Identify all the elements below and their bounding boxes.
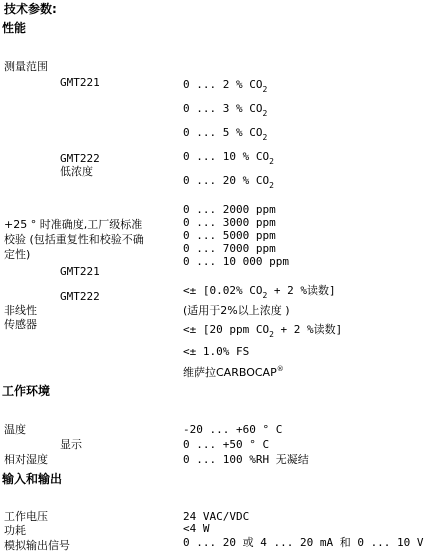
co2-subscript: 2 bbox=[269, 157, 274, 166]
section-heading-io: 输入和输出 bbox=[2, 472, 63, 486]
co2-subscript: 2 bbox=[262, 85, 268, 94]
measurement-range-label: 测量范围 bbox=[4, 60, 48, 73]
accuracy-label-line: 定性) bbox=[4, 248, 31, 261]
accuracy-spec-pre: <± [0.02% CO bbox=[183, 284, 263, 297]
co2-subscript: 2 bbox=[262, 291, 268, 300]
accuracy-spec bbox=[183, 285, 336, 298]
accuracy-value: 0 ... 5000 ppm bbox=[183, 229, 276, 242]
co2-subscript: 2 bbox=[262, 133, 268, 142]
co2-label: CO bbox=[249, 126, 263, 139]
accuracy-value: 0 ... 3000 ppm bbox=[183, 216, 276, 229]
co2-label: CO bbox=[255, 150, 270, 163]
co2-subscript: 2 bbox=[269, 181, 274, 190]
range-number: 0 ... 3 % bbox=[183, 102, 243, 115]
range-value bbox=[183, 151, 274, 164]
accuracy-value: 0 ... 2000 ppm bbox=[183, 203, 276, 216]
temperature-value: -20 ... +60 ° C bbox=[183, 423, 283, 436]
sensor-label: 传感器 bbox=[4, 318, 37, 331]
accuracy-label-line: +25 ° 时准确度,工厂级标准 bbox=[4, 218, 143, 231]
display-label: 显示 bbox=[60, 438, 82, 451]
sensor-brand bbox=[183, 367, 284, 380]
analog-output-value: 0 ... 20 或 4 ... 20 mA 和 0 ... 10 V bbox=[183, 536, 424, 549]
range-value bbox=[183, 175, 274, 188]
accuracy-spec-post: + 2 %读数] bbox=[273, 323, 343, 336]
range-number: 0 ... 2 % bbox=[183, 78, 243, 91]
accuracy-spec-pre: <± [20 ppm CO bbox=[183, 323, 270, 336]
co2-label: CO bbox=[249, 102, 263, 115]
page-title: 技术参数: bbox=[4, 2, 57, 16]
co2-subscript: 2 bbox=[262, 109, 268, 118]
section-heading-performance: 性能 bbox=[2, 21, 27, 35]
co2-label: CO bbox=[249, 78, 263, 91]
accuracy-spec bbox=[183, 324, 342, 337]
temperature-label: 温度 bbox=[4, 423, 26, 436]
model-label-gmt222: GMT222 bbox=[60, 290, 100, 303]
range-number: 0 ... 20 % bbox=[183, 174, 250, 187]
model-label-gmt222: GMT222 bbox=[60, 152, 100, 165]
humidity-label: 相对湿度 bbox=[4, 453, 48, 466]
nonlinear-label: 非线性 bbox=[4, 304, 37, 317]
co2-subscript: 2 bbox=[269, 330, 274, 339]
range-number: 0 ... 5 % bbox=[183, 126, 243, 139]
accuracy-note: (适用于2%以上浓度 ) bbox=[183, 304, 290, 317]
accuracy-value: 0 ... 10 000 ppm bbox=[183, 255, 289, 268]
accuracy-label-line: 校验 (包括重复性和校验不确 bbox=[4, 233, 144, 246]
model-label-gmt221: GMT221 bbox=[60, 265, 100, 278]
range-number: 0 ... 10 % bbox=[183, 150, 250, 163]
analog-output-label: 模拟输出信号 bbox=[4, 539, 70, 552]
registered-mark: ® bbox=[276, 365, 284, 373]
model-label-gmt221: GMT221 bbox=[60, 76, 100, 89]
range-value bbox=[183, 127, 267, 140]
sensor-brand-text: 维萨拉CARBOCAP bbox=[183, 366, 277, 379]
voltage-value: 24 VAC/VDC bbox=[183, 510, 250, 523]
range-value bbox=[183, 79, 267, 92]
co2-label: CO bbox=[255, 174, 270, 187]
humidity-value: 0 ... 100 %RH 无凝结 bbox=[183, 453, 309, 466]
accuracy-fs: <± 1.0% FS bbox=[183, 345, 250, 358]
power-label: 功耗 bbox=[4, 524, 26, 537]
accuracy-spec-post: + 2 %读数] bbox=[267, 284, 336, 297]
display-value: 0 ... +50 ° C bbox=[183, 438, 270, 451]
low-concentration-label: 低浓度 bbox=[60, 165, 93, 178]
voltage-label: 工作电压 bbox=[4, 510, 48, 523]
range-value bbox=[183, 103, 267, 116]
section-heading-environment: 工作环境 bbox=[2, 384, 51, 398]
power-value: <4 W bbox=[183, 522, 210, 535]
accuracy-value: 0 ... 7000 ppm bbox=[183, 242, 276, 255]
